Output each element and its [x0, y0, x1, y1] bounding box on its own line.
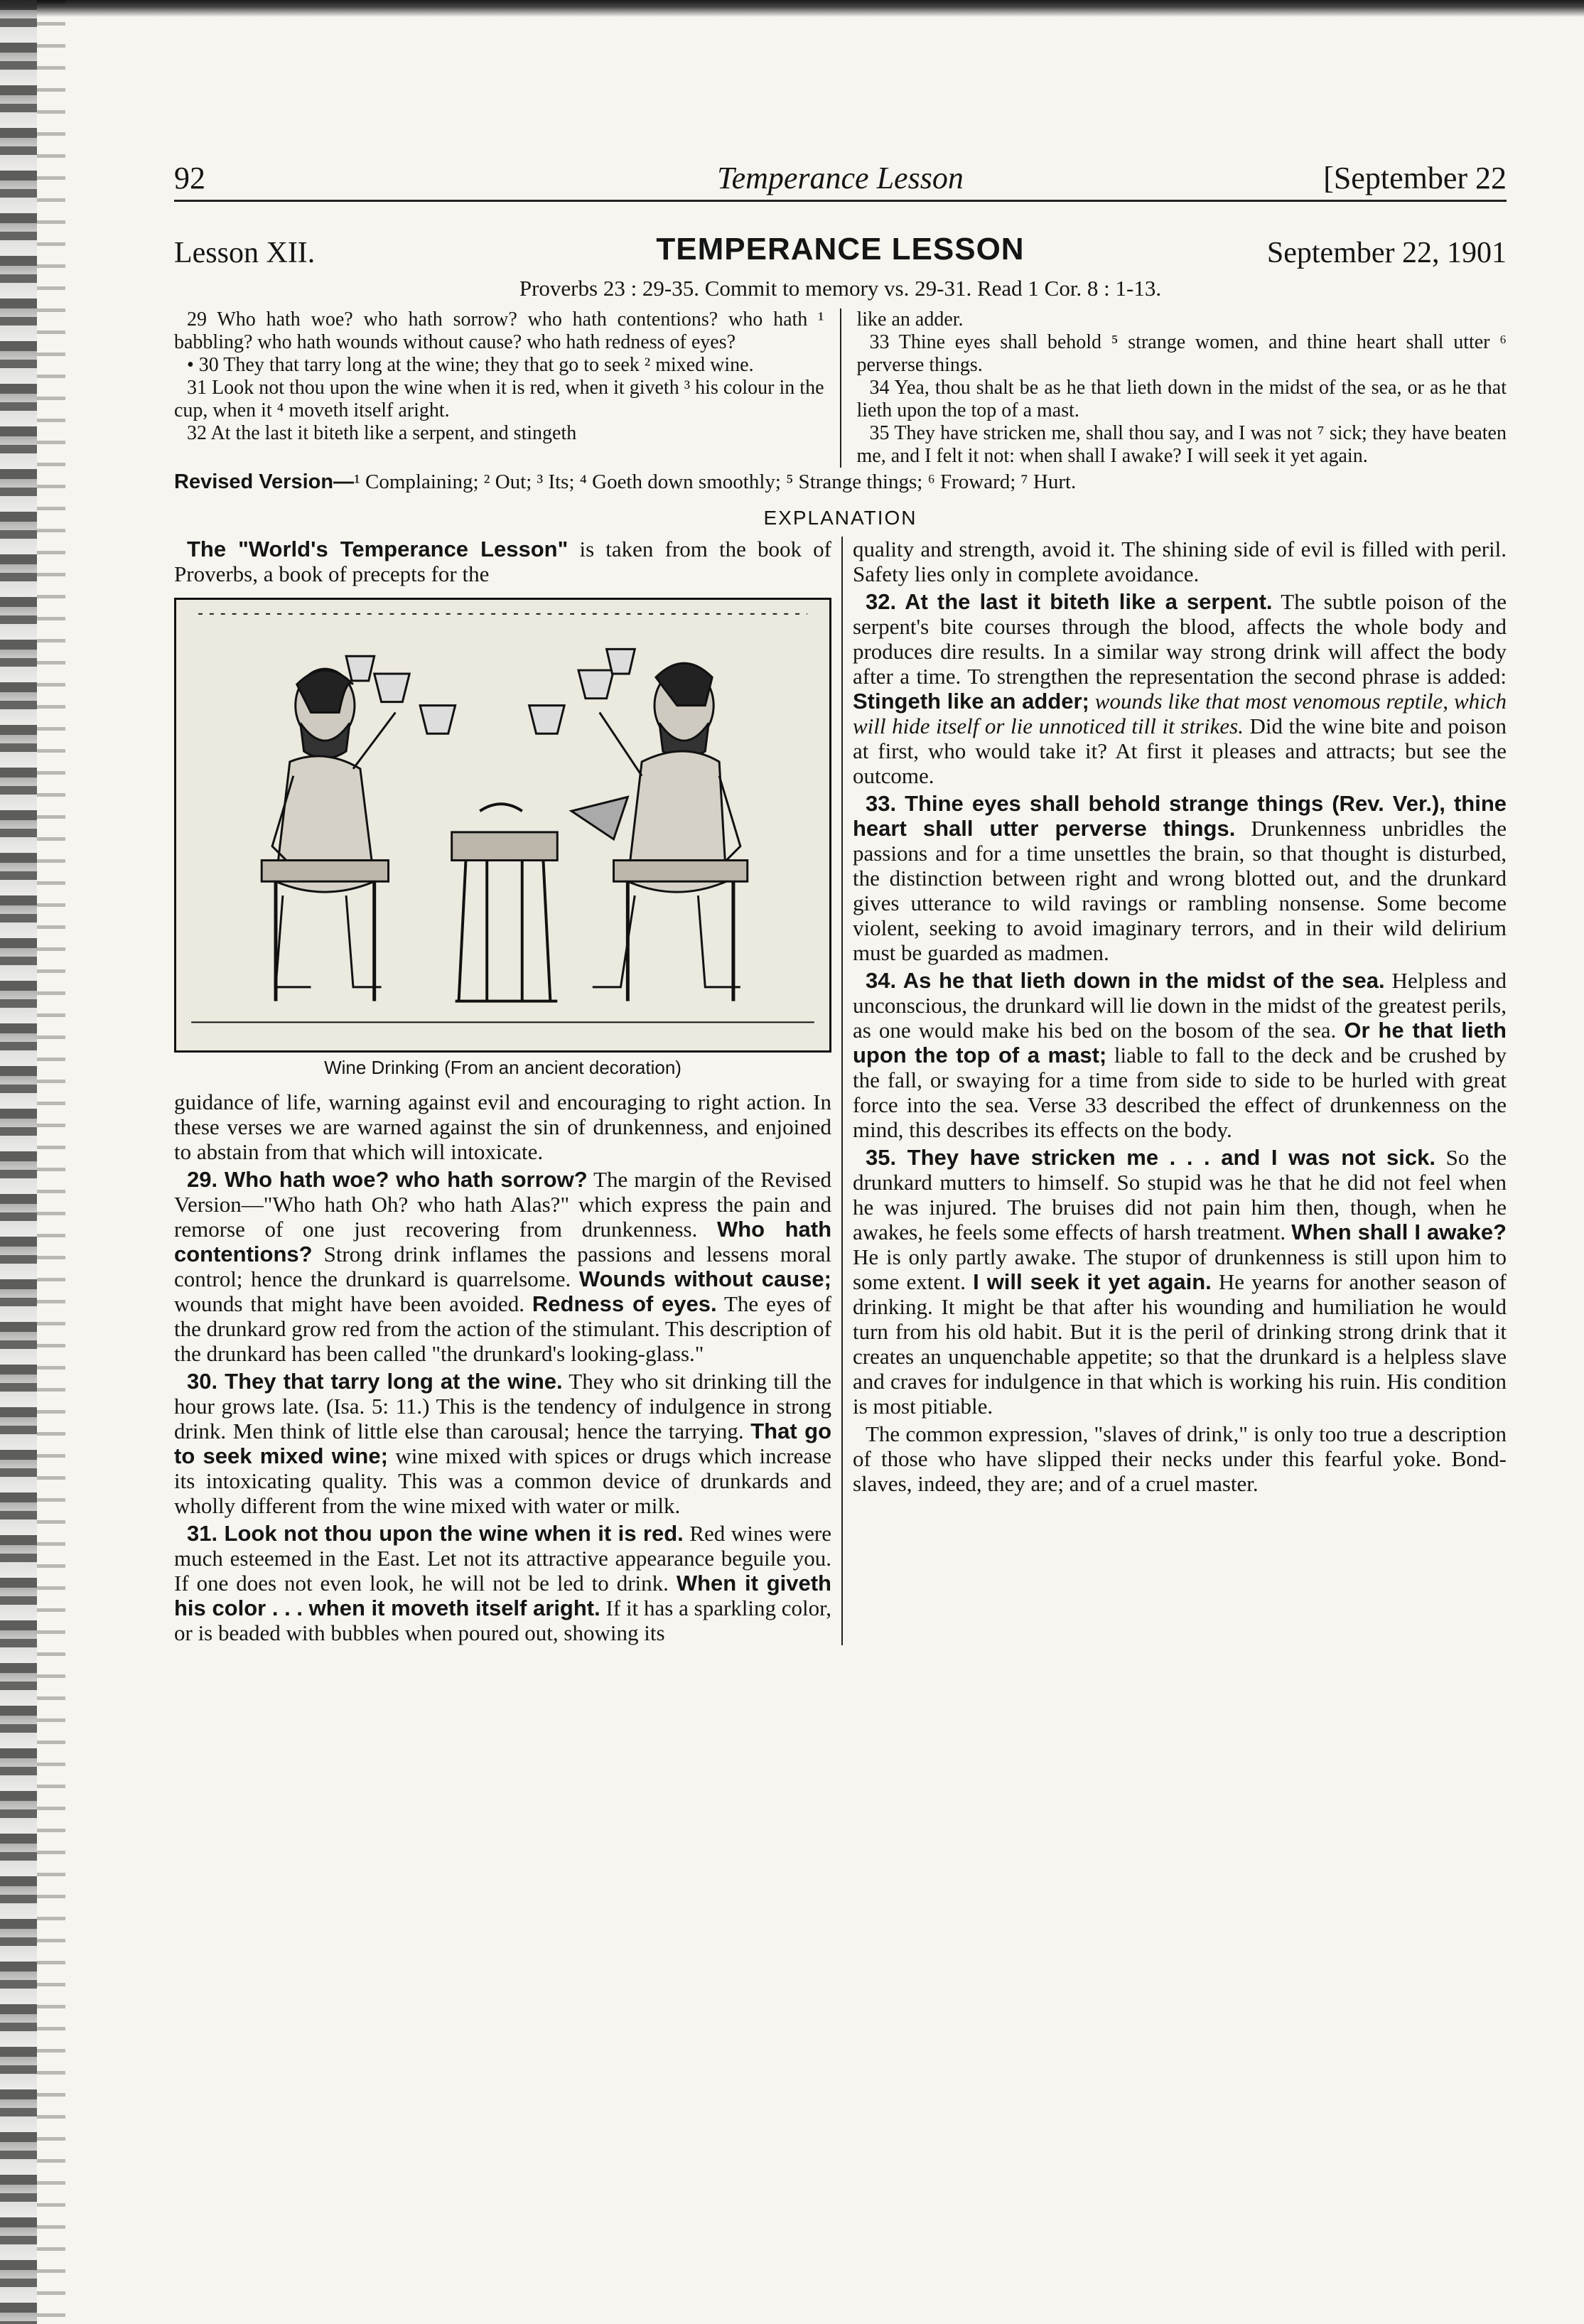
paragraph-verse-33 [853, 791, 1507, 965]
lesson-number: Lesson XII. [174, 237, 316, 269]
verse-33: 33 Thine eyes shall behold ⁵ strange women, and thine heart shall utter ⁶ perverse things. [856, 331, 1507, 376]
verse-31-heading: 31. Look not thou upon the wine when it is red. [187, 1521, 684, 1546]
explanation-column-rule [841, 537, 843, 1645]
verse-32-heading: 32. At the last it biteth like a serpent. [865, 589, 1273, 614]
verse-32-phrase-adder: Stingeth like an adder; [852, 689, 1089, 714]
paragraph-verse-35 [853, 1145, 1507, 1419]
verse-31-text-a: Red wines were much esteemed in the East. Let not its attractive appearance beguile you. If one does not even look, he will not be led to drink. [174, 1521, 831, 1596]
verse-32-cont: like an adder. [856, 308, 964, 330]
illustration-frame [174, 598, 831, 1053]
scripture-left-column [174, 308, 824, 468]
running-head-date: [September 22 [1323, 161, 1507, 195]
verse-34-text-c: liable to fall to the deck and be crushed by the fall, or swaying for a time from side to side to be hurled with great force into the sea. Verse 33 described the effect of drunkenness on the mind, this describes its effects on the body. [852, 1043, 1507, 1142]
verse-34-text-a: Helpless and unconscious, the drunkard will lie down in the midst of the greatest perils, as one would make his bed on the bosom of the sea. [852, 968, 1507, 1043]
explanation-columns [174, 537, 1507, 1645]
verse-30-text-c: wine mixed with spices or drugs which increase its intoxicating quality. This was a common device of drunkards and wholly different from the wine mixed with water or milk. [174, 1443, 831, 1518]
verse-35-phrase-seek: I will seek it yet again. [973, 1269, 1212, 1294]
verse-34-heading: 34. As he that lieth down in the midst of the sea. [865, 968, 1385, 993]
revised-version-note [174, 470, 1507, 494]
explanation-heading: EXPLANATION [763, 507, 917, 529]
verse-29-text-e: wounds that might have been avoided. [174, 1291, 532, 1316]
verse-34: 34 Yea, thou shalt be as he that lieth down in the midst of the sea, or as he that lieth upon the top of a mast. [856, 377, 1507, 421]
lesson-title: TEMPERANCE LESSON [656, 232, 1025, 267]
verse-35-heading: 35. They have stricken me . . . and I was not sick. [865, 1145, 1435, 1170]
page-number: 92 [174, 161, 205, 195]
verse-29-text-a: The margin of the Revised Version—"Who hath Oh? who hath Alas?" which express the pain and remorse of one just recovering from drunkenness. [174, 1167, 832, 1242]
verse-29: 29 Who hath woe? who hath sorrow? who hath contentions? who hath ¹ babbling? who hath wounds without cause? who hath redness of eyes? [174, 308, 824, 353]
verse-32-text-italic: wounds like that most venomous reptile, which will hide itself or lie unnoticed till it strikes. [852, 689, 1507, 738]
verse-35-text-e: He yearns for another season of drinking. It might be that after his wounding and humiliation he would turn from his old habit. But it is the peril of drinking strong drink that it creates an unquenchable appetite; so that the drunkard is a helpless slave and craves for indulgence in that which is working his ruin. His condition is most pitiable. [852, 1269, 1507, 1419]
page [174, 160, 1507, 2221]
paragraph-guidance: guidance of life, warning against evil and encouraging to right action. In these verses we are warned against the sin of drunkenness, and enjoined to abstain from that which will intoxicate. [174, 1090, 831, 1164]
verse-31-phrase-color: When it giveth his color . . . when it moveth itself aright. [174, 1571, 831, 1620]
verse-30-text-a: They who sit drinking till the hour grows late. (Isa. 5: 11.) This is the tendency of indulgence in strong drink. Men think of little else than carousal; hence the tarrying. [174, 1369, 831, 1443]
paragraph-verse-32 [853, 589, 1507, 788]
illustration [174, 598, 831, 1082]
verse-32-text-a: The subtle poison of the serpent's bite courses through the blood, affects the whole body and produces dire results. In a similar way strong drink will affect the body after a time. To strengthen the representation the second phrase is added: [852, 589, 1507, 689]
scripture-right-column [857, 308, 1507, 468]
intro-paragraph [174, 537, 831, 586]
explanation-left-column [174, 537, 831, 1645]
verse-31: 31 Look not thou upon the wine when it is red, when it giveth ³ his colour in the cup, when it ⁴ moveth itself aright. [174, 377, 824, 421]
verse-29-heading: 29. Who hath woe? who hath sorrow? [187, 1167, 588, 1192]
verse-34-phrase-mast: Or he that lieth upon the top of a mast; [852, 1018, 1507, 1067]
paragraph-slaves-of-drink: The common expression, "slaves of drink," is only too true a description of those who have slipped their necks under this fearful yoke. Bond-slaves, indeed, they are; and of a cruel master. [852, 1421, 1507, 1496]
lesson-reference: Proverbs 23 : 29-35. Commit to memory vs. 29-31. Read 1 Cor. 8 : 1-13. [519, 276, 1162, 301]
verse-33-heading: 33. Thine eyes shall behold strange things (Rev. Ver.), thine heart shall utter perverse things. [852, 791, 1507, 841]
scripture-text [174, 308, 1507, 468]
scripture-column-rule [840, 308, 841, 468]
revised-version-text: ¹ Complaining; ² Out; ³ Its; ⁴ Goeth down smoothly; ⁵ Strange things; ⁶ Froward; ⁷ Hurt. [354, 470, 1077, 493]
running-head [174, 160, 1507, 202]
verse-29-text-g: The eyes of the drunkard grow red from the action of the stimulant. This description of the drunkard has been called "the drunkard's looking-glass." [174, 1291, 831, 1366]
verse-30-heading: 30. They that tarry long at the wine. [187, 1369, 563, 1394]
illustration-caption: Wine Drinking (From an ancient decoration) [324, 1057, 681, 1078]
paragraph-verse-29 [174, 1167, 831, 1366]
verse-29-phrase-wounds: Wounds without cause; [578, 1266, 831, 1291]
revised-version-label: Revised Version— [174, 470, 355, 493]
verse-29-text-c: Strong drink inflames the passions and lessens moral control; hence the drunkard is quarrelsome. [174, 1242, 831, 1291]
verse-32: 32 At the last it biteth like a serpent, and stingeth [187, 422, 577, 444]
explanation-right-column [853, 537, 1507, 1645]
scan-top-edge [0, 0, 1584, 17]
verse-33-text-a: Drunkenness unbridles the passions and for a time unsettles the brain, so that thought is disturbed, the distinction between right and wrong blotted out, and the drunkard gives utterance to wild ravings or rambling nonsense. Some become violent, seeking to avoid imaginary terrors, and in their wild delirium must be guarded as madmen. [852, 816, 1507, 965]
paragraph-verse-34 [853, 968, 1507, 1142]
verse-35-phrase-awake: When shall I awake? [1291, 1220, 1507, 1244]
scan-left-edge [0, 0, 37, 2324]
intro-bold: The "World's Temperance Lesson" [187, 537, 569, 561]
verse-35-text-c: He is only partly awake. The stupor of drunkenness is still upon him to some extent. [852, 1244, 1507, 1294]
scan-left-edge-texture [37, 0, 65, 2324]
paragraph-quality: quality and strength, avoid it. The shining side of evil is filled with peril. Safety lies only in complete avoidance. [852, 537, 1507, 586]
paragraph-verse-31 [174, 1521, 831, 1645]
wine-drinking-illustration [176, 600, 829, 1050]
verse-30-phrase-mixed-wine: That go to seek mixed wine; [174, 1419, 832, 1468]
verse-30: • 30 They that tarry long at the wine; they that go to seek ² mixed wine. [187, 354, 754, 376]
running-head-title: Temperance Lesson [717, 161, 964, 195]
lesson-header [174, 232, 1507, 274]
verse-35-text-a: So the drunkard mutters to himself. So stupid was he that he did not feel when he was injured. The bruises did not pain him then, though, when he awakes, he feels some effects of harsh treatment. [852, 1145, 1507, 1244]
intro-text: is taken from the book of Proverbs, a book of precepts for the [174, 537, 831, 586]
verse-35: 35 They have stricken me, shall thou say, and I was not ⁷ sick; they have beaten me, and I felt it not: when shall I awake? I will seek it yet again. [856, 422, 1507, 467]
verse-29-phrase-redness: Redness of eyes. [532, 1291, 717, 1316]
paragraph-verse-30 [174, 1369, 831, 1518]
verse-29-phrase-contentions: Who hath contentions? [174, 1217, 832, 1266]
lesson-date: September 22, 1901 [1266, 237, 1507, 269]
verse-31-text-c: If it has a sparkling color, or is beaded with bubbles when poured out, showing its [174, 1596, 831, 1645]
verse-32-text-d: Did the wine bite and poison at first, who would take it? At first it pleases and attracts; but see the outcome. [852, 714, 1507, 788]
